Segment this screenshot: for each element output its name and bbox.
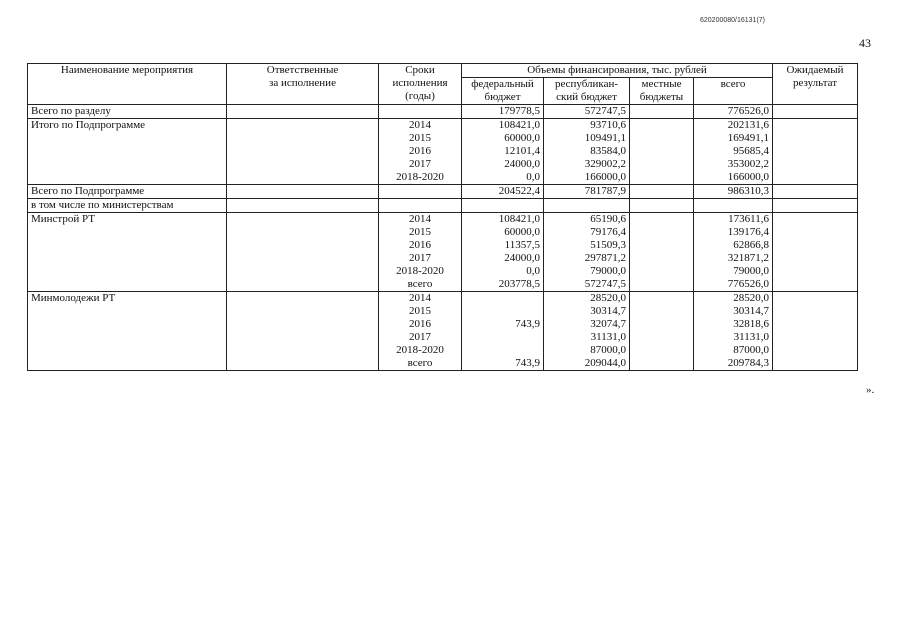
local-cell <box>630 278 694 292</box>
total-cell: 139176,4 <box>694 226 773 239</box>
term-cell: 2017 <box>379 252 462 265</box>
term-cell <box>379 199 462 213</box>
table-row <box>28 105 858 119</box>
header-financing <box>462 64 773 78</box>
row-name-cell <box>28 305 227 318</box>
financing-table <box>27 63 858 371</box>
republic-cell: 166000,0 <box>544 171 630 185</box>
federal-cell: 24000,0 <box>462 158 544 171</box>
federal-cell <box>462 305 544 318</box>
local-cell <box>630 199 694 213</box>
row-name-cell <box>28 226 227 239</box>
responsible-cell <box>227 265 379 278</box>
federal-cell: 108421,0 <box>462 213 544 227</box>
header-responsible-line2: за исполнение <box>269 77 336 89</box>
republic-cell: 87000,0 <box>544 344 630 357</box>
total-cell: 321871,2 <box>694 252 773 265</box>
republic-cell: 79000,0 <box>544 265 630 278</box>
total-cell: 776526,0 <box>694 278 773 292</box>
responsible-cell <box>227 158 379 171</box>
responsible-cell <box>227 278 379 292</box>
header-republic-line2: ский бюджет <box>556 91 617 103</box>
term-cell: 2016 <box>379 318 462 331</box>
local-cell <box>630 292 694 306</box>
row-name-cell <box>28 331 227 344</box>
local-cell <box>630 344 694 357</box>
total-cell: 32818,6 <box>694 318 773 331</box>
republic-cell: 297871,2 <box>544 252 630 265</box>
term-cell: 2018-2020 <box>379 344 462 357</box>
header-result-line2: результат <box>792 77 838 89</box>
local-cell <box>630 226 694 239</box>
responsible-cell <box>227 357 379 371</box>
local-cell <box>630 145 694 158</box>
header-result <box>773 64 858 105</box>
table-row <box>28 331 858 344</box>
term-cell: всего <box>379 278 462 292</box>
federal-cell <box>462 199 544 213</box>
total-cell: 31131,0 <box>694 331 773 344</box>
republic-cell: 79176,4 <box>544 226 630 239</box>
result-cell <box>773 226 858 239</box>
result-cell <box>773 119 858 133</box>
table-row <box>28 119 858 133</box>
result-cell <box>773 252 858 265</box>
total-cell: 95685,4 <box>694 145 773 158</box>
header-total <box>694 78 773 105</box>
local-cell <box>630 119 694 133</box>
local-cell <box>630 239 694 252</box>
header-federal-line1: федеральный <box>471 78 534 90</box>
republic-cell: 51509,3 <box>544 239 630 252</box>
result-cell <box>773 199 858 213</box>
local-cell <box>630 171 694 185</box>
total-cell: 79000,0 <box>694 265 773 278</box>
header-name <box>28 64 227 105</box>
table-row <box>28 252 858 265</box>
table-row <box>28 171 858 185</box>
local-cell <box>630 331 694 344</box>
local-cell <box>630 357 694 371</box>
responsible-cell <box>227 226 379 239</box>
table-row <box>28 357 858 371</box>
term-cell: 2014 <box>379 292 462 306</box>
term-cell <box>379 185 462 199</box>
header-terms-line1: Сроки <box>405 64 435 76</box>
result-cell <box>773 331 858 344</box>
total-cell: 28520,0 <box>694 292 773 306</box>
responsible-cell <box>227 318 379 331</box>
republic-cell: 32074,7 <box>544 318 630 331</box>
term-cell: 2015 <box>379 132 462 145</box>
document-code: 620200080/16131(7) <box>700 17 766 24</box>
total-cell: 202131,6 <box>694 119 773 133</box>
result-cell <box>773 305 858 318</box>
federal-cell: 743,9 <box>462 318 544 331</box>
federal-cell <box>462 331 544 344</box>
header-terms-line3: (годы) <box>405 90 435 102</box>
header-republic-line1: республикан- <box>554 78 619 90</box>
table-row <box>28 318 858 331</box>
federal-cell: 0,0 <box>462 265 544 278</box>
republic-cell: 781787,9 <box>544 185 630 199</box>
row-name-cell <box>28 158 227 171</box>
table-row <box>28 145 858 158</box>
row-name-cell <box>28 132 227 145</box>
result-cell <box>773 185 858 199</box>
header-local-line1: местные <box>641 78 682 90</box>
federal-cell <box>462 292 544 306</box>
republic-cell <box>544 199 630 213</box>
term-cell: 2017 <box>379 158 462 171</box>
table-row <box>28 305 858 318</box>
total-cell: 62866,8 <box>694 239 773 252</box>
row-name-cell: Минмолодежи РТ <box>28 292 227 306</box>
closing-quote-mark: ». <box>866 384 875 396</box>
result-cell <box>773 145 858 158</box>
header-financing-text: Объемы финансирования, тыс. рублей <box>527 64 707 76</box>
header-responsible-line1: Ответственные <box>266 64 339 76</box>
result-cell <box>773 344 858 357</box>
total-cell: 30314,7 <box>694 305 773 318</box>
republic-cell: 572747,5 <box>544 105 630 119</box>
table-row <box>28 213 858 227</box>
responsible-cell <box>227 185 379 199</box>
federal-cell: 60000,0 <box>462 226 544 239</box>
term-cell: 2018-2020 <box>379 171 462 185</box>
local-cell <box>630 185 694 199</box>
term-cell: 2017 <box>379 331 462 344</box>
responsible-cell <box>227 344 379 357</box>
header-republic <box>544 78 630 105</box>
responsible-cell <box>227 252 379 265</box>
total-cell: 169491,1 <box>694 132 773 145</box>
local-cell <box>630 252 694 265</box>
result-cell <box>773 171 858 185</box>
result-cell <box>773 318 858 331</box>
federal-cell: 0,0 <box>462 171 544 185</box>
table-row <box>28 239 858 252</box>
result-cell <box>773 357 858 371</box>
responsible-cell <box>227 132 379 145</box>
table-row <box>28 199 858 213</box>
header-federal-line2: бюджет <box>484 91 521 103</box>
republic-cell: 28520,0 <box>544 292 630 306</box>
header-federal <box>462 78 544 105</box>
table-row <box>28 344 858 357</box>
header-total-text: всего <box>720 78 746 90</box>
header-responsible <box>227 64 379 105</box>
row-name-cell <box>28 318 227 331</box>
term-cell: 2016 <box>379 145 462 158</box>
responsible-cell <box>227 331 379 344</box>
table-row <box>28 265 858 278</box>
republic-cell: 572747,5 <box>544 278 630 292</box>
result-cell <box>773 239 858 252</box>
header-row <box>28 64 858 78</box>
row-name-cell <box>28 145 227 158</box>
local-cell <box>630 105 694 119</box>
row-name-cell: Итого по Подпрограмме <box>28 119 227 133</box>
total-cell: 209784,3 <box>694 357 773 371</box>
table-row <box>28 132 858 145</box>
row-name-cell: в том числе по министерствам <box>28 199 227 213</box>
total-cell: 353002,2 <box>694 158 773 171</box>
table-row <box>28 226 858 239</box>
local-cell <box>630 132 694 145</box>
row-name-cell <box>28 252 227 265</box>
term-cell: 2014 <box>379 213 462 227</box>
republic-cell: 30314,7 <box>544 305 630 318</box>
header-terms-line2: исполнения <box>392 77 448 89</box>
result-cell <box>773 292 858 306</box>
total-cell: 986310,3 <box>694 185 773 199</box>
table-row <box>28 158 858 171</box>
table-row <box>28 292 858 306</box>
header-local-line2: бюджеты <box>639 91 684 103</box>
row-name-cell <box>28 357 227 371</box>
republic-cell: 83584,0 <box>544 145 630 158</box>
responsible-cell <box>227 105 379 119</box>
result-cell <box>773 158 858 171</box>
row-name-cell: Всего по Подпрограмме <box>28 185 227 199</box>
total-cell: 173611,6 <box>694 213 773 227</box>
responsible-cell <box>227 239 379 252</box>
total-cell: 166000,0 <box>694 171 773 185</box>
term-cell <box>379 105 462 119</box>
federal-cell: 60000,0 <box>462 132 544 145</box>
republic-cell: 209044,0 <box>544 357 630 371</box>
result-cell <box>773 278 858 292</box>
responsible-cell <box>227 213 379 227</box>
term-cell: 2014 <box>379 119 462 133</box>
federal-cell: 12101,4 <box>462 145 544 158</box>
local-cell <box>630 265 694 278</box>
term-cell: 2015 <box>379 226 462 239</box>
row-name-cell <box>28 171 227 185</box>
federal-cell: 24000,0 <box>462 252 544 265</box>
federal-cell: 179778,5 <box>462 105 544 119</box>
local-cell <box>630 318 694 331</box>
header-result-line1: Ожидаемый <box>786 64 844 76</box>
page-number: 43 <box>859 36 871 50</box>
federal-cell <box>462 344 544 357</box>
row-name-cell <box>28 239 227 252</box>
local-cell <box>630 213 694 227</box>
republic-cell: 93710,6 <box>544 119 630 133</box>
republic-cell: 109491,1 <box>544 132 630 145</box>
responsible-cell <box>227 171 379 185</box>
local-cell <box>630 158 694 171</box>
row-name-cell: Всего по разделу <box>28 105 227 119</box>
term-cell: всего <box>379 357 462 371</box>
result-cell <box>773 213 858 227</box>
republic-cell: 65190,6 <box>544 213 630 227</box>
result-cell <box>773 132 858 145</box>
republic-cell: 31131,0 <box>544 331 630 344</box>
term-cell: 2018-2020 <box>379 265 462 278</box>
header-local <box>630 78 694 105</box>
term-cell: 2015 <box>379 305 462 318</box>
row-name-cell <box>28 278 227 292</box>
responsible-cell <box>227 199 379 213</box>
federal-cell: 203778,5 <box>462 278 544 292</box>
federal-cell: 204522,4 <box>462 185 544 199</box>
total-cell: 776526,0 <box>694 105 773 119</box>
result-cell <box>773 265 858 278</box>
header-name-text: Наименование мероприятия <box>60 64 194 76</box>
row-name-cell: Минстрой РТ <box>28 213 227 227</box>
responsible-cell <box>227 119 379 133</box>
republic-cell: 329002,2 <box>544 158 630 171</box>
table-row <box>28 278 858 292</box>
row-name-cell <box>28 265 227 278</box>
responsible-cell <box>227 145 379 158</box>
responsible-cell <box>227 305 379 318</box>
responsible-cell <box>227 292 379 306</box>
federal-cell: 108421,0 <box>462 119 544 133</box>
result-cell <box>773 105 858 119</box>
table-row <box>28 185 858 199</box>
federal-cell: 11357,5 <box>462 239 544 252</box>
local-cell <box>630 305 694 318</box>
total-cell: 87000,0 <box>694 344 773 357</box>
term-cell: 2016 <box>379 239 462 252</box>
federal-cell: 743,9 <box>462 357 544 371</box>
row-name-cell <box>28 344 227 357</box>
header-terms <box>379 64 462 105</box>
total-cell <box>694 199 773 213</box>
